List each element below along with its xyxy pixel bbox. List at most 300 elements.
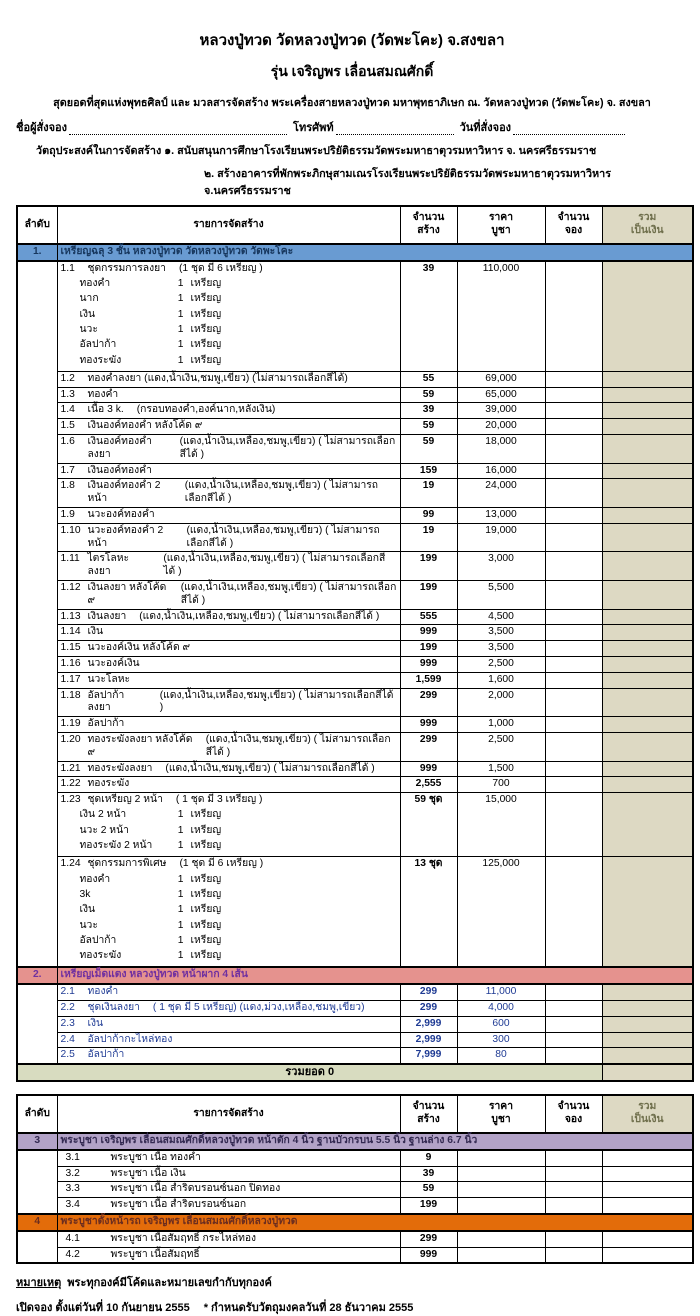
- item-number: 1.6: [60, 436, 75, 448]
- total-amount-cell: [602, 261, 693, 372]
- item-cell: [57, 1016, 400, 1032]
- row-1.12: [17, 581, 693, 610]
- note-line: [16, 1273, 688, 1291]
- total-amount-cell: [602, 1247, 693, 1263]
- sub-item-unit: เหรียญ: [190, 904, 222, 916]
- row-1.19: [17, 717, 693, 733]
- row-1.14: [17, 625, 693, 641]
- item-number: 1.2: [60, 372, 75, 384]
- row-3.1: [17, 1150, 693, 1166]
- item-cell: [57, 371, 400, 387]
- item-number: 2.4: [60, 1033, 75, 1045]
- item-cell: [57, 261, 400, 372]
- item-number: 1.7: [60, 464, 75, 476]
- qty-made-cell: 19: [400, 523, 457, 552]
- sub-item: [61, 950, 397, 963]
- row-1.23: [17, 793, 693, 857]
- column-header-item: รายการจัดสร้าง: [57, 206, 400, 244]
- price-cell: 125,000: [457, 857, 545, 968]
- booking-qty-cell[interactable]: [545, 688, 602, 717]
- item-description: อัลปาก้า: [87, 1049, 125, 1061]
- price-cell: 15,000: [457, 793, 545, 857]
- row-1.3: [17, 387, 693, 403]
- booking-qty-cell[interactable]: [545, 984, 602, 1000]
- price-cell: [457, 1247, 545, 1263]
- sub-item-count: 1: [177, 323, 184, 335]
- row-order-cell: [17, 1182, 57, 1198]
- item-description: ทองคำ: [87, 388, 119, 400]
- row-1.11: [17, 552, 693, 581]
- item-number: 2.3: [60, 1017, 75, 1029]
- sub-item-unit: เหรียญ: [190, 888, 222, 900]
- row-order-cell: [17, 508, 57, 524]
- row-2.5: [17, 1048, 693, 1064]
- item-number: 4.2: [65, 1248, 80, 1260]
- qty-made-cell: 59: [400, 435, 457, 464]
- section-header-row: [17, 967, 693, 984]
- order-table-coins: [16, 205, 694, 1082]
- total-amount-cell: [602, 717, 693, 733]
- price-cell: [457, 1166, 545, 1182]
- booking-qty-cell[interactable]: [545, 657, 602, 673]
- item-cell: [57, 688, 400, 717]
- item-cell: [57, 672, 400, 688]
- row-1.2: [17, 371, 693, 387]
- booking-qty-cell[interactable]: [545, 1182, 602, 1198]
- qty-made-cell: 2,555: [400, 777, 457, 793]
- qty-made-cell: 59: [400, 387, 457, 403]
- item-cell: [57, 761, 400, 777]
- column-header-total: รวม เป็นเงิน: [602, 1095, 693, 1133]
- total-amount-cell: [602, 1166, 693, 1182]
- item-number: 1.9: [60, 509, 75, 521]
- sum-total-label: รวมยอด 0: [17, 1064, 602, 1081]
- column-header-no: ลำดับ: [17, 1095, 57, 1133]
- booking-qty-cell[interactable]: [545, 857, 602, 968]
- row-order-cell: [17, 403, 57, 419]
- item-cell: [57, 419, 400, 435]
- qty-made-cell: 555: [400, 609, 457, 625]
- item-description: นวะองค์ทองคำ: [87, 509, 155, 521]
- price-cell: 2,500: [457, 657, 545, 673]
- qty-made-cell: 59 ชุด: [400, 793, 457, 857]
- column-header-total: รวม เป็นเงิน: [602, 206, 693, 244]
- item-cell: [57, 1231, 400, 1247]
- column-header-qty: จำนวน สร้าง: [400, 1095, 457, 1133]
- qty-made-cell: 1,599: [400, 672, 457, 688]
- row-order-cell: [17, 463, 57, 479]
- booking-qty-cell[interactable]: [545, 793, 602, 857]
- booking-qty-cell[interactable]: [545, 508, 602, 524]
- price-cell: 1,600: [457, 672, 545, 688]
- booking-qty-cell[interactable]: [545, 1048, 602, 1064]
- row-order-cell: [17, 435, 57, 464]
- phone-label: โทรศัพท์: [293, 122, 334, 134]
- row-order-cell: [17, 984, 57, 1000]
- phone-field[interactable]: [336, 123, 454, 135]
- item-description: เงิน: [87, 626, 104, 638]
- total-amount-cell: [602, 523, 693, 552]
- order-date-field[interactable]: [513, 123, 625, 135]
- item-cell: [57, 625, 400, 641]
- item-description: พระบูชา เนื้อ สำริดบรอนซ์นอก: [110, 1199, 247, 1211]
- item-number: 1.4: [60, 404, 75, 416]
- total-amount-cell: [602, 641, 693, 657]
- item-cell: [57, 1150, 400, 1166]
- price-cell: 4,500: [457, 609, 545, 625]
- sub-item-unit: เหรียญ: [190, 354, 222, 366]
- sub-item-material: อัลปาก้า: [79, 339, 117, 351]
- row-2.3: [17, 1016, 693, 1032]
- price-cell: 5,500: [457, 581, 545, 610]
- total-amount-cell: [602, 688, 693, 717]
- statues-table-container: [16, 1094, 688, 1264]
- item-note: ( 1 ชุด มี 5 เหรียญ) (แดง,ม่วง,เหลือง,ชมพู,เขียว): [152, 1002, 365, 1014]
- item-description: ทองคำ: [87, 986, 119, 998]
- sub-item-count: 1: [177, 919, 184, 931]
- qty-made-cell: 39: [400, 403, 457, 419]
- orderer-name-label: ชื่อผู้สั่งจอง: [16, 122, 68, 134]
- qty-made-cell: 199: [400, 552, 457, 581]
- item-number: 2.5: [60, 1049, 75, 1061]
- item-cell: [57, 463, 400, 479]
- sub-item-count: 1: [177, 904, 184, 916]
- row-1.13: [17, 609, 693, 625]
- booking-qty-cell[interactable]: [545, 1198, 602, 1214]
- note-text: พระทุกองค์มีโค้ดและหมายเลขกำกับทุกองค์: [67, 1277, 272, 1290]
- item-note: (แดง,น้ำเงิน,ชมพู,เขียว) ( ไม่สามารถเลือกสีได้ ): [165, 762, 375, 774]
- row-3.2: [17, 1166, 693, 1182]
- price-cell: [457, 1198, 545, 1214]
- column-header-no: ลำดับ: [17, 206, 57, 244]
- row-order-cell: [17, 761, 57, 777]
- item-number: 1.18: [60, 689, 81, 701]
- row-3.3: [17, 1182, 693, 1198]
- sub-item: [61, 324, 397, 337]
- sub-item: [61, 809, 397, 822]
- sub-item-material: นวะ: [79, 323, 98, 335]
- column-header-price: ราคา บูชา: [457, 1095, 545, 1133]
- item-number: 1.14: [60, 626, 81, 638]
- booking-qty-cell[interactable]: [545, 371, 602, 387]
- sub-item: [61, 935, 397, 948]
- item-description: อัลปาก้ากะไหล่ทอง: [87, 1033, 173, 1045]
- edition-title: รุ่น เจริญพร เลื่อนสมณศักดิ์: [270, 63, 434, 79]
- section-header-row: [17, 1133, 693, 1150]
- row-1.1: [17, 261, 693, 372]
- subtitle: สุดยอดที่สุดแห่งพุทธศิลป์ และ มวลสารจัดสร้าง พระเครื่องสายหลวงปู่ทวด มหาพุทธาภิเษก ณ. วัดหลวงปู่ทวด (วัดพะโคะ) จ. สงขลา: [53, 97, 651, 109]
- item-cell: [57, 984, 400, 1000]
- price-cell: 69,000: [457, 371, 545, 387]
- price-cell: 24,000: [457, 479, 545, 508]
- row-2.1: [17, 984, 693, 1000]
- row-order-cell: [17, 1150, 57, 1166]
- item-number: 1.23: [60, 794, 81, 806]
- row-order-cell: [17, 1016, 57, 1032]
- row-1.10: [17, 523, 693, 552]
- row-1.4: [17, 403, 693, 419]
- row-4.1: [17, 1231, 693, 1247]
- item-description: ชุดกรรมการพิเศษ: [87, 858, 167, 870]
- booking-qty-cell[interactable]: [545, 523, 602, 552]
- qty-made-cell: 299: [400, 984, 457, 1000]
- qty-made-cell: 199: [400, 1198, 457, 1214]
- booking-qty-cell[interactable]: [545, 403, 602, 419]
- sub-item-unit: เหรียญ: [190, 293, 222, 305]
- sub-item-unit: เหรียญ: [190, 950, 222, 962]
- total-amount-cell: [602, 403, 693, 419]
- item-number: 3.1: [65, 1151, 80, 1163]
- item-description: นวะองค์เงิน หลังโค้ด ๙: [87, 642, 191, 654]
- sub-item-material: ทองคำ: [79, 873, 111, 885]
- sub-item-count: 1: [177, 809, 184, 821]
- item-note: (แดง,น้ำเงิน,เหลือง,ชมพู,เขียว) ( ไม่สามารถเลือกสีได้ ): [184, 480, 379, 505]
- order-info-line: [16, 118, 688, 136]
- purpose-line-2: ๒. สร้างอาคารที่พักพระภิกษุสามเณรโรงเรียนพระปริยัติธรรมวัดพระมหาธาตุวรมหาวิหาร จ.นครศรีธรรมราช: [204, 168, 612, 197]
- item-number: 1.11: [60, 553, 80, 565]
- booking-qty-cell[interactable]: [545, 463, 602, 479]
- row-1.18: [17, 688, 693, 717]
- sub-item-material: อัลปาก้า: [79, 934, 117, 946]
- qty-made-cell: 59: [400, 1182, 457, 1198]
- item-description: เงินลงยา หลังโค้ด ๙: [87, 582, 167, 606]
- section-header-row: [17, 1214, 693, 1231]
- qty-made-cell: 999: [400, 657, 457, 673]
- row-order-cell: [17, 1048, 57, 1064]
- item-description: นวะองค์ทองคำ 2 หน้า: [87, 524, 164, 549]
- column-header-qty: จำนวน สร้าง: [400, 206, 457, 244]
- table-header-row: [17, 1095, 693, 1133]
- total-amount-cell: [602, 761, 693, 777]
- item-description: ทองระฆังลงยา หลังโค้ด ๙: [87, 734, 193, 758]
- item-description: พระบูชา เนื้อ สำริดบรอนซ์นอก ปิดทอง: [110, 1183, 281, 1195]
- item-number: 1.21: [60, 762, 81, 774]
- item-note: (กรอบทองคำ,องค์นาก,หลังเงิน): [136, 404, 276, 416]
- total-amount-cell: [602, 1231, 693, 1247]
- item-cell: [57, 479, 400, 508]
- item-number: 3.3: [65, 1183, 80, 1195]
- row-1.20: [17, 733, 693, 762]
- price-cell: 600: [457, 1016, 545, 1032]
- qty-made-cell: 159: [400, 463, 457, 479]
- item-description: ทองระฆัง: [87, 778, 130, 790]
- item-number: 1.12: [60, 582, 81, 594]
- item-cell: [57, 1166, 400, 1182]
- table-header-row: [17, 206, 693, 244]
- booking-qty-cell[interactable]: [545, 387, 602, 403]
- sub-item-count: 1: [177, 824, 184, 836]
- row-order-cell: [17, 1001, 57, 1017]
- item-description: ชุดกรรมการลงยา: [87, 262, 166, 274]
- qty-made-cell: 2,999: [400, 1032, 457, 1048]
- price-cell: [457, 1150, 545, 1166]
- row-1.24: [17, 857, 693, 968]
- booking-qty-cell[interactable]: [545, 717, 602, 733]
- qty-made-cell: 199: [400, 581, 457, 610]
- item-description: ทองคำลงยา (แดง,น้ำเงิน,ชมพู,เขียว) (ไม่สามารถเลือกสีได้): [87, 372, 348, 384]
- booking-qty-cell[interactable]: [545, 552, 602, 581]
- price-cell: 39,000: [457, 403, 545, 419]
- qty-made-cell: 9: [400, 1150, 457, 1166]
- sub-item: [61, 309, 397, 322]
- booking-qty-cell[interactable]: [545, 419, 602, 435]
- item-cell: [57, 1182, 400, 1198]
- sub-item-material: ทองระฆัง: [79, 950, 122, 962]
- row-order-cell: [17, 479, 57, 508]
- item-number: 1.17: [60, 673, 81, 685]
- booking-qty-cell[interactable]: [545, 733, 602, 762]
- total-amount-cell: [602, 387, 693, 403]
- booking-qty-cell[interactable]: [545, 641, 602, 657]
- row-order-cell: [17, 371, 57, 387]
- row-order-cell: [17, 609, 57, 625]
- price-cell: 700: [457, 777, 545, 793]
- price-cell: 110,000: [457, 261, 545, 372]
- item-description: เงินองค์ทองคำ: [87, 464, 152, 476]
- row-order-cell: [17, 793, 57, 857]
- total-amount-cell: [602, 1016, 693, 1032]
- row-4.2: [17, 1247, 693, 1263]
- qty-made-cell: 299: [400, 1231, 457, 1247]
- row-order-cell: [17, 625, 57, 641]
- item-cell: [57, 552, 400, 581]
- booking-qty-cell[interactable]: [545, 1231, 602, 1247]
- booking-qty-cell[interactable]: [545, 777, 602, 793]
- item-cell: [57, 1032, 400, 1048]
- item-description: นวะองค์เงิน: [87, 658, 140, 670]
- sub-item-count: 1: [177, 950, 184, 962]
- sub-item-count: 1: [177, 278, 184, 290]
- sub-item-count: 1: [177, 840, 184, 852]
- coins-table-container: [16, 205, 688, 1082]
- row-order-cell: [17, 657, 57, 673]
- item-cell: [57, 435, 400, 464]
- item-cell: [57, 581, 400, 610]
- qty-made-cell: 13 ชุด: [400, 857, 457, 968]
- sub-item-material: ทองระฆัง 2 หน้า: [79, 840, 153, 852]
- row-order-cell: [17, 777, 57, 793]
- item-number: 2.2: [60, 1002, 75, 1014]
- row-order-cell: [17, 419, 57, 435]
- total-amount-cell: [602, 371, 693, 387]
- price-cell: 2,000: [457, 688, 545, 717]
- item-description: เงินองค์ทองคำ 2 หน้า: [87, 480, 161, 505]
- order-date-label: วันที่สั่งจอง: [459, 122, 512, 134]
- row-1.17: [17, 672, 693, 688]
- sub-item-material: ทองระฆัง: [79, 354, 122, 366]
- row-1.9: [17, 508, 693, 524]
- item-description: พระบูชา เนื้อ ทองคำ: [110, 1151, 201, 1163]
- sub-item-material: 3k: [79, 888, 91, 900]
- sub-item-material: นาก: [79, 293, 99, 305]
- booking-qty-cell[interactable]: [545, 261, 602, 372]
- row-order-cell: [17, 857, 57, 968]
- booking-qty-cell[interactable]: [545, 625, 602, 641]
- item-cell: [57, 523, 400, 552]
- item-note: (แดง,น้ำเงิน,ชมพู,เขียว) ( ไม่สามารถเลือกสีได้ ): [205, 734, 391, 758]
- sub-item: [61, 825, 397, 838]
- item-number: 1.8: [60, 480, 75, 492]
- booking-qty-cell[interactable]: [545, 581, 602, 610]
- row-order-cell: [17, 733, 57, 762]
- booking-qty-cell[interactable]: [545, 479, 602, 508]
- item-cell: [57, 793, 400, 857]
- receive-date-text: * กำหนดรับวัตถุมงคลวันที่ 28 ธันวาคม 2555: [203, 1302, 414, 1315]
- booking-open-text: เปิดจอง ตั้งแต่วันที่ 10 กันยายน 2555: [16, 1302, 190, 1315]
- price-cell: 3,000: [457, 552, 545, 581]
- sub-item: [61, 874, 397, 887]
- sub-item-count: 1: [177, 293, 184, 305]
- item-number: 2.1: [60, 986, 75, 998]
- item-number: 1.16: [60, 658, 81, 670]
- item-number: 1.13: [60, 610, 81, 622]
- sub-item-count: 1: [177, 308, 184, 320]
- item-description: พระบูชา เนื้อ เงิน: [110, 1167, 186, 1179]
- booking-qty-cell[interactable]: [545, 1166, 602, 1182]
- qty-made-cell: 199: [400, 641, 457, 657]
- booking-qty-cell[interactable]: [545, 1001, 602, 1017]
- sub-item-unit: เหรียญ: [190, 919, 222, 931]
- qty-made-cell: 999: [400, 761, 457, 777]
- item-note: (แดง,น้ำเงิน,เหลือง,ชมพู,เขียว) ( ไม่สามารถเลือกสีได้ ): [163, 553, 386, 578]
- sub-item: [61, 355, 397, 368]
- item-cell: [57, 387, 400, 403]
- booking-qty-cell[interactable]: [545, 1032, 602, 1048]
- item-number: 4.1: [65, 1232, 80, 1244]
- item-description: เงินองค์ทองคำลงยา: [87, 436, 152, 460]
- page-title: หลวงปู่ทวด วัดหลวงปู่ทวด (วัดพะโคะ) จ.สงขลา: [199, 32, 505, 49]
- item-number: 1.1: [60, 262, 75, 274]
- price-cell: [457, 1231, 545, 1247]
- price-cell: 80: [457, 1048, 545, 1064]
- total-amount-cell: [602, 793, 693, 857]
- sub-item: [61, 278, 397, 291]
- total-amount-cell: [602, 1150, 693, 1166]
- section-number: 4: [17, 1214, 57, 1231]
- orderer-name-field[interactable]: [69, 123, 287, 135]
- item-description: อัลปาก้าลงยา: [87, 689, 125, 714]
- total-amount-cell: [602, 657, 693, 673]
- column-header-booked: จำนวน จอง: [545, 206, 602, 244]
- sub-item-unit: เหรียญ: [190, 278, 222, 290]
- item-cell: [57, 1001, 400, 1017]
- price-cell: 2,500: [457, 733, 545, 762]
- booking-qty-cell[interactable]: [545, 1247, 602, 1263]
- row-order-cell: [17, 688, 57, 717]
- qty-made-cell: 59: [400, 419, 457, 435]
- item-note: (แดง,น้ำเงิน,เหลือง,ชมพู,เขียว) ( ไม่สามารถเลือกสีได้ ): [179, 436, 396, 460]
- item-number: 3.2: [65, 1167, 80, 1179]
- booking-qty-cell[interactable]: [545, 435, 602, 464]
- row-order-cell: [17, 1166, 57, 1182]
- booking-qty-cell[interactable]: [545, 1150, 602, 1166]
- booking-qty-cell[interactable]: [545, 1016, 602, 1032]
- booking-qty-cell[interactable]: [545, 609, 602, 625]
- price-cell: 13,000: [457, 508, 545, 524]
- total-amount-cell: [602, 777, 693, 793]
- sub-item-count: 1: [177, 354, 184, 366]
- booking-qty-cell[interactable]: [545, 761, 602, 777]
- sub-item-unit: เหรียญ: [190, 873, 222, 885]
- price-cell: 300: [457, 1032, 545, 1048]
- total-amount-cell: [602, 984, 693, 1000]
- price-cell: 1,500: [457, 761, 545, 777]
- booking-qty-cell[interactable]: [545, 672, 602, 688]
- item-number: 1.19: [60, 718, 81, 730]
- total-amount-cell: [602, 1048, 693, 1064]
- sub-item-unit: เหรียญ: [190, 323, 222, 335]
- sub-item: [61, 889, 397, 902]
